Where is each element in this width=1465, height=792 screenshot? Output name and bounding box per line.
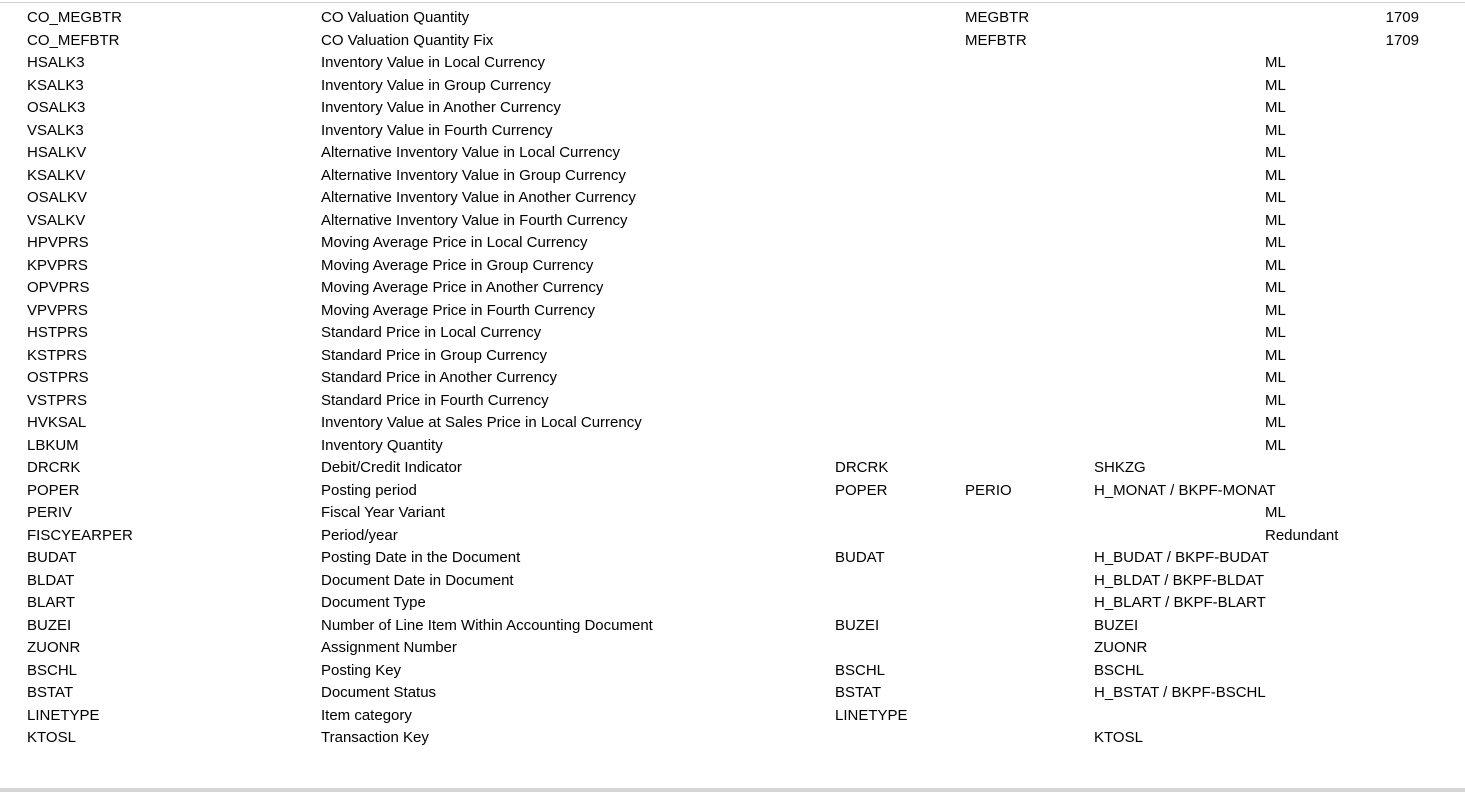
field-name-cell: ZUONR — [27, 639, 81, 656]
table-row — [0, 97, 1465, 120]
field-name-cell: CO_MEGBTR — [27, 9, 123, 26]
field-name-cell: HSALKV — [27, 144, 87, 161]
field-name-cell: OPVPRS — [27, 279, 90, 296]
note-cell: ML — [1265, 324, 1286, 341]
field-name-cell: VSTPRS — [27, 391, 88, 409]
release-cell: 1709 — [1385, 31, 1419, 49]
alternate-field-cell: PERIO — [965, 481, 1012, 499]
table-row — [0, 682, 1465, 705]
description-cell: CO Valuation Quantity — [321, 9, 470, 26]
field-name-cell: BUDAT — [27, 549, 77, 566]
field-name-cell: BSCHL — [27, 661, 78, 679]
description-cell: Posting Key — [321, 661, 402, 679]
description-cell: Alternative Inventory Value in Fourth Currency — [321, 211, 628, 229]
field-name-cell: DRCRK — [27, 459, 81, 476]
source-field-cell: H_BLDAT / BKPF-BLDAT — [1094, 571, 1265, 589]
description-cell: Alternative Inventory Value in Local Currency — [321, 144, 621, 161]
reference-field-cell: BUZEI — [835, 616, 880, 634]
field-name-cell: KSALKV — [27, 166, 86, 184]
table-row — [0, 660, 1465, 683]
note-cell: ML — [1265, 391, 1286, 409]
note-cell: ML — [1265, 99, 1286, 116]
description-cell: Transaction Key — [321, 729, 429, 746]
field-name-cell: PERIV — [27, 504, 73, 521]
note-cell: ML — [1265, 414, 1286, 431]
table-row — [0, 615, 1465, 638]
table-row — [0, 412, 1465, 435]
table-row — [0, 345, 1465, 368]
note-cell: ML — [1265, 436, 1286, 454]
note-cell: ML — [1265, 189, 1286, 206]
description-cell: Item category — [321, 706, 412, 724]
table-row — [0, 7, 1465, 30]
table-row — [0, 120, 1465, 143]
reference-field-cell: BSCHL — [835, 661, 886, 679]
bottom-divider — [0, 788, 1465, 792]
description-cell: Inventory Value in Another Currency — [321, 99, 561, 116]
field-name-cell: VPVPRS — [27, 301, 88, 319]
note-cell: ML — [1265, 144, 1286, 161]
table-row — [0, 457, 1465, 480]
table-row — [0, 525, 1465, 548]
description-cell: Posting period — [321, 481, 417, 499]
table-row — [0, 480, 1465, 503]
field-name-cell: BLART — [27, 594, 76, 611]
description-cell: Document Status — [321, 684, 437, 701]
note-cell: ML — [1265, 121, 1286, 139]
description-cell: Debit/Credit Indicator — [321, 459, 462, 476]
note-cell: ML — [1265, 346, 1286, 364]
description-cell: Moving Average Price in Fourth Currency — [321, 301, 596, 319]
table-row — [0, 232, 1465, 255]
field-name-cell: FISCYEARPER — [27, 526, 133, 544]
source-field-cell: H_MONAT / BKPF-MONAT — [1094, 481, 1276, 499]
alternate-field-cell: MEFBTR — [965, 31, 1027, 49]
description-cell: Fiscal Year Variant — [321, 504, 445, 521]
field-name-cell: BSTAT — [27, 684, 74, 701]
field-name-cell: LBKUM — [27, 436, 79, 454]
note-cell: ML — [1265, 504, 1286, 521]
note-cell: ML — [1265, 256, 1286, 274]
field-name-cell: HPVPRS — [27, 234, 89, 251]
table-row — [0, 142, 1465, 165]
table-row — [0, 210, 1465, 233]
field-name-cell: POPER — [27, 481, 80, 499]
field-mapping-table — [0, 7, 1465, 750]
reference-field-cell: BUDAT — [835, 549, 885, 566]
description-cell: Inventory Value in Fourth Currency — [321, 121, 553, 139]
note-cell: ML — [1265, 234, 1286, 251]
description-cell: Inventory Quantity — [321, 436, 443, 454]
field-name-cell: BLDAT — [27, 571, 75, 589]
source-field-cell: BSCHL — [1094, 661, 1145, 679]
description-cell: Number of Line Item Within Accounting Document — [321, 616, 653, 634]
field-name-cell: CO_MEFBTR — [27, 31, 120, 49]
table-row — [0, 30, 1465, 53]
field-name-cell: VSALK3 — [27, 121, 84, 139]
note-cell: ML — [1265, 54, 1286, 71]
table-row — [0, 570, 1465, 593]
note-cell: ML — [1265, 76, 1286, 94]
table-row — [0, 277, 1465, 300]
table-row — [0, 502, 1465, 525]
table-row — [0, 547, 1465, 570]
description-cell: Standard Price in Local Currency — [321, 324, 542, 341]
table-row — [0, 637, 1465, 660]
table-row — [0, 705, 1465, 728]
table-row — [0, 390, 1465, 413]
field-name-cell: OSTPRS — [27, 369, 89, 386]
table-row — [0, 52, 1465, 75]
release-cell: 1709 — [1385, 9, 1419, 26]
description-cell: Moving Average Price in Another Currency — [321, 279, 604, 296]
source-field-cell: SHKZG — [1094, 459, 1146, 476]
description-cell: Moving Average Price in Group Currency — [321, 256, 594, 274]
note-cell: ML — [1265, 166, 1286, 184]
table-row — [0, 435, 1465, 458]
description-cell: Period/year — [321, 526, 398, 544]
top-divider — [0, 2, 1465, 3]
note-cell: ML — [1265, 211, 1286, 229]
field-name-cell: VSALKV — [27, 211, 86, 229]
description-cell: CO Valuation Quantity Fix — [321, 31, 494, 49]
description-cell: Assignment Number — [321, 639, 457, 656]
reference-field-cell: POPER — [835, 481, 888, 499]
field-name-cell: HSTPRS — [27, 324, 88, 341]
source-field-cell: ZUONR — [1094, 639, 1148, 656]
description-cell: Document Date in Document — [321, 571, 514, 589]
table-row — [0, 187, 1465, 210]
source-field-cell: H_BLART / BKPF-BLART — [1094, 594, 1266, 611]
field-name-cell: LINETYPE — [27, 706, 100, 724]
table-row — [0, 75, 1465, 98]
description-cell: Document Type — [321, 594, 426, 611]
reference-field-cell: LINETYPE — [835, 706, 908, 724]
description-cell: Inventory Value in Group Currency — [321, 76, 551, 94]
field-name-cell: KTOSL — [27, 729, 76, 746]
source-field-cell: H_BUDAT / BKPF-BUDAT — [1094, 549, 1270, 566]
description-cell: Inventory Value at Sales Price in Local Currency — [321, 414, 642, 431]
source-field-cell: BUZEI — [1094, 616, 1139, 634]
field-name-cell: HSALK3 — [27, 54, 85, 71]
reference-field-cell: BSTAT — [835, 684, 882, 701]
description-cell: Posting Date in the Document — [321, 549, 521, 566]
table-row — [0, 165, 1465, 188]
table-row — [0, 300, 1465, 323]
field-name-cell: OSALKV — [27, 189, 88, 206]
reference-field-cell: DRCRK — [835, 459, 889, 476]
table-row — [0, 255, 1465, 278]
table-row — [0, 592, 1465, 615]
description-cell: Alternative Inventory Value in Another Currency — [321, 189, 636, 206]
note-cell: ML — [1265, 301, 1286, 319]
description-cell: Inventory Value in Local Currency — [321, 54, 546, 71]
alternate-field-cell: MEGBTR — [965, 9, 1030, 26]
note-cell: ML — [1265, 369, 1286, 386]
field-name-cell: KSALK3 — [27, 76, 84, 94]
field-name-cell: BUZEI — [27, 616, 72, 634]
description-cell: Standard Price in Group Currency — [321, 346, 547, 364]
table-row — [0, 322, 1465, 345]
description-cell: Moving Average Price in Local Currency — [321, 234, 588, 251]
description-cell: Alternative Inventory Value in Group Currency — [321, 166, 626, 184]
source-field-cell: H_BSTAT / BKPF-BSCHL — [1094, 684, 1266, 701]
note-cell: Redundant — [1265, 526, 1339, 544]
field-name-cell: HVKSAL — [27, 414, 87, 431]
note-cell: ML — [1265, 279, 1286, 296]
field-name-cell: OSALK3 — [27, 99, 86, 116]
field-name-cell: KSTPRS — [27, 346, 88, 364]
field-name-cell: KPVPRS — [27, 256, 88, 274]
description-cell: Standard Price in Fourth Currency — [321, 391, 549, 409]
description-cell: Standard Price in Another Currency — [321, 369, 557, 386]
table-row — [0, 727, 1465, 750]
table-row — [0, 367, 1465, 390]
source-field-cell: KTOSL — [1094, 729, 1143, 746]
